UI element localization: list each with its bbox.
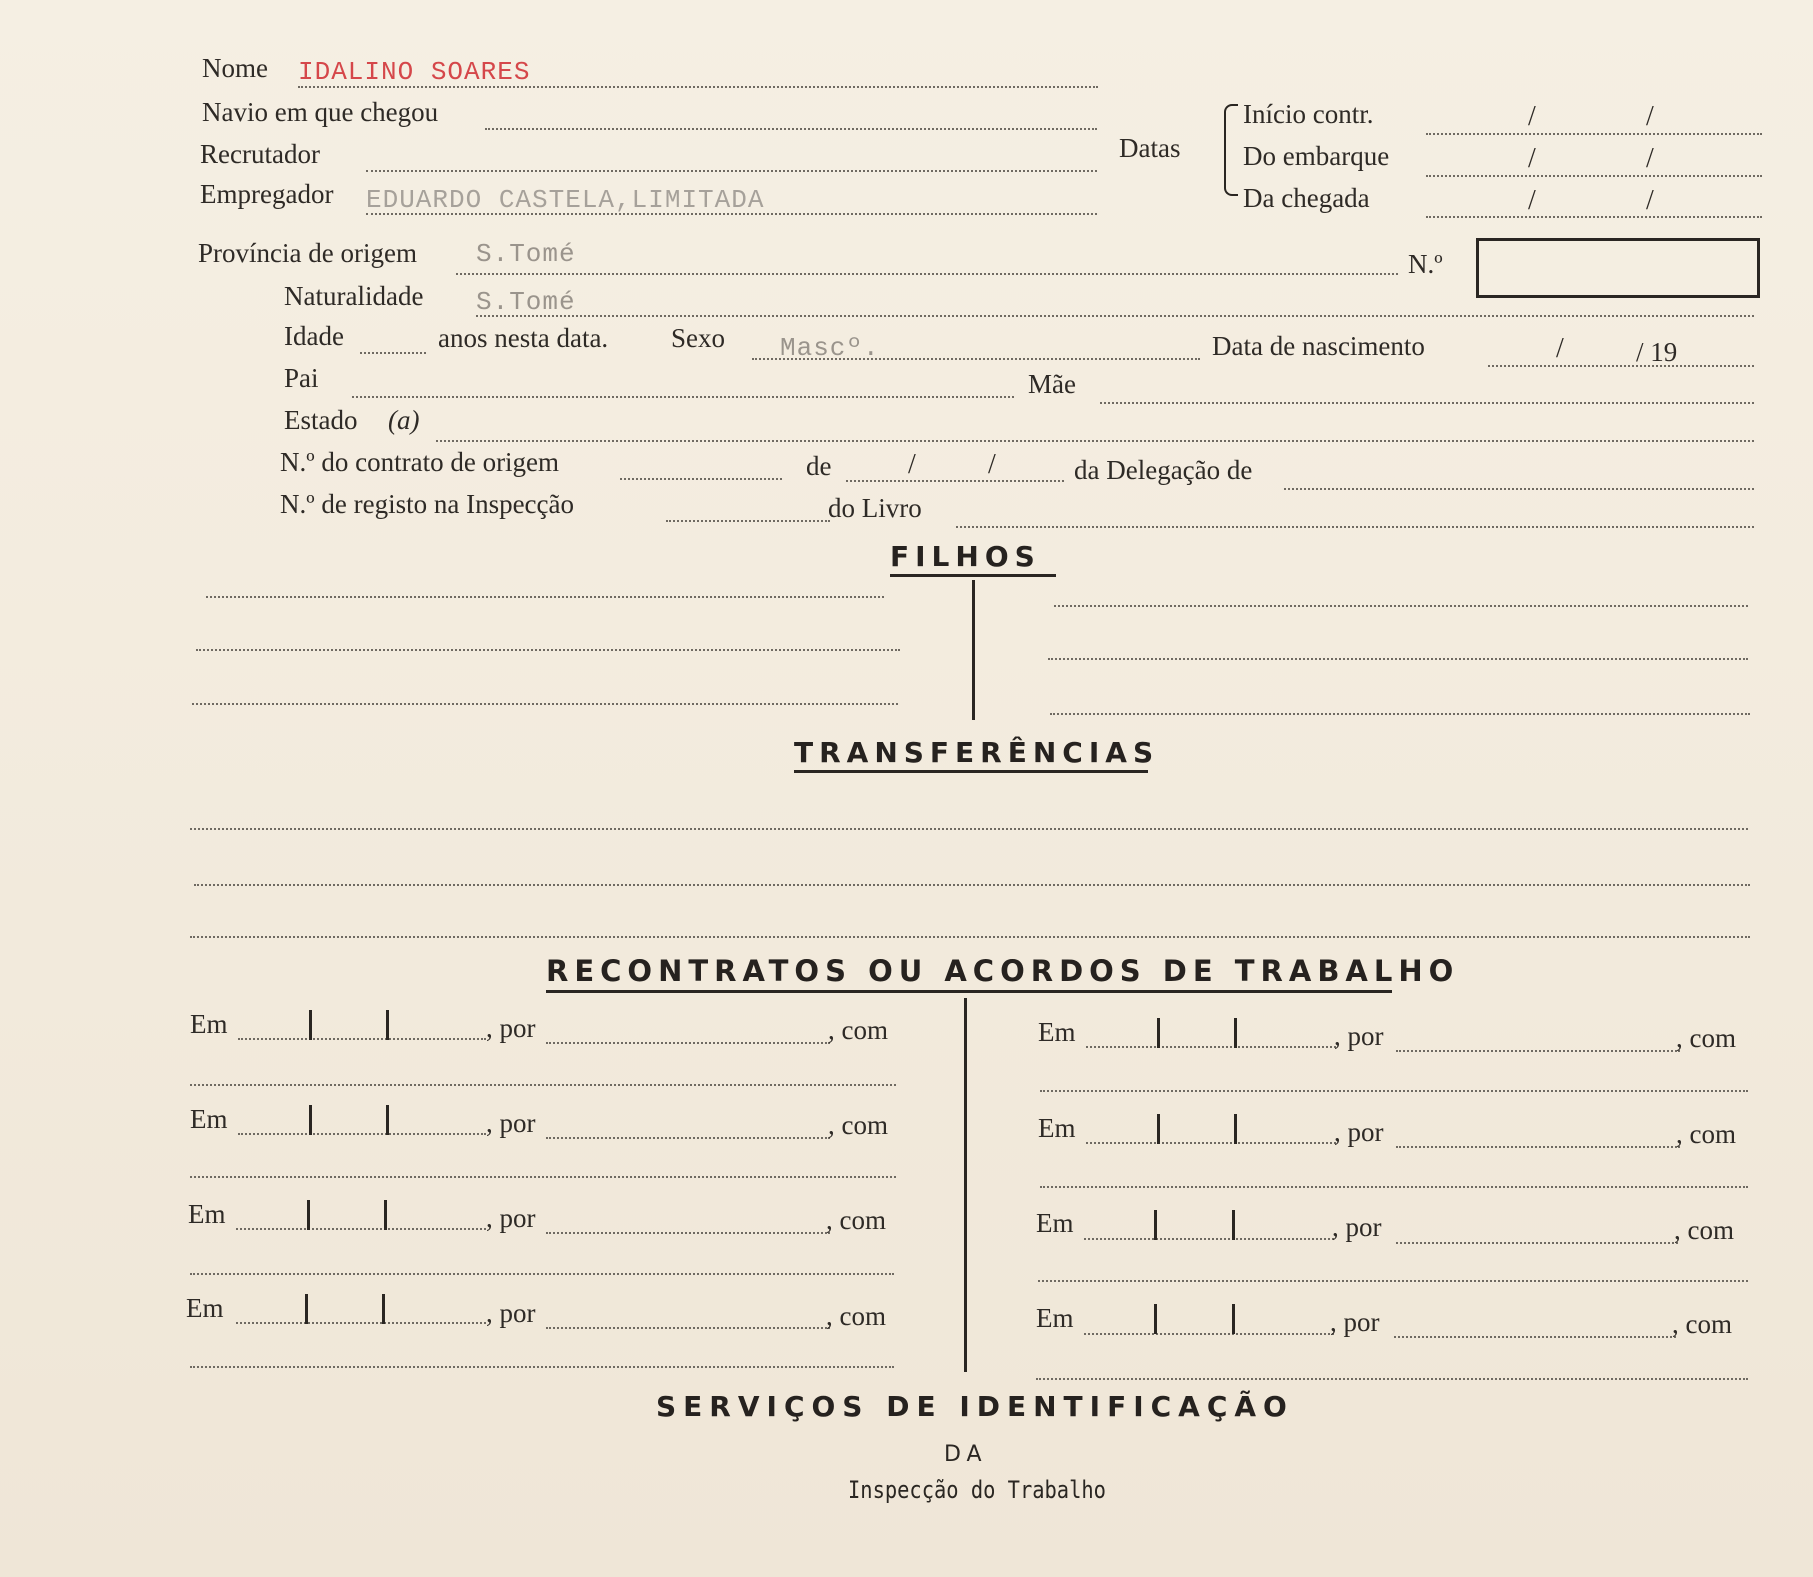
numero-box — [1476, 238, 1760, 298]
footer-da: DA — [944, 1442, 988, 1467]
idade-label: Idade — [284, 321, 344, 351]
date-separator — [307, 1200, 310, 1230]
estado-label: Estado — [284, 405, 358, 435]
com-line — [1040, 1186, 1748, 1188]
por-label: , por — [1334, 1117, 1384, 1147]
com-line — [1040, 1090, 1748, 1092]
transferencias-line-1 — [190, 828, 1748, 830]
date-separator — [1154, 1210, 1157, 1240]
com-label: , com — [826, 1301, 886, 1331]
mae-line — [1100, 402, 1754, 404]
footer-title: SERVIÇOS DE IDENTIFICAÇÃO — [656, 1390, 1294, 1423]
date-separator — [1232, 1304, 1235, 1334]
navio-label: Navio em que chegou — [202, 97, 439, 127]
registo-line — [666, 520, 830, 522]
chegada-slash-2: / — [1646, 185, 1654, 216]
por-line — [546, 1327, 830, 1329]
em-label: Em — [190, 1104, 228, 1134]
com-line — [1038, 1280, 1748, 1282]
em-label: Em — [1036, 1208, 1074, 1238]
em-date-line — [1084, 1333, 1334, 1335]
por-label: , por — [486, 1203, 536, 1233]
nome-value: IDALINO SOARES — [298, 57, 531, 87]
date-separator — [1232, 1210, 1235, 1240]
transferencias-heading: TRANSFERÊNCIAS — [794, 736, 1160, 769]
recrutador-label: Recrutador — [200, 139, 320, 169]
em-label: Em — [1038, 1017, 1076, 1047]
com-label: , com — [1672, 1309, 1732, 1339]
contrato-label: N.º do contrato de origem — [280, 447, 560, 477]
filhos-line-right-3 — [1050, 713, 1750, 715]
por-line — [546, 1042, 830, 1044]
sexo-value: Mascº. — [780, 333, 880, 363]
em-label: Em — [190, 1009, 228, 1039]
chegada-label: Da chegada — [1243, 183, 1370, 213]
contrato-slash-2: / — [988, 449, 996, 480]
com-label: , com — [1676, 1023, 1736, 1053]
date-separator — [1234, 1018, 1237, 1048]
com-line — [190, 1176, 896, 1178]
em-label: Em — [1038, 1113, 1076, 1143]
datas-brace — [1224, 104, 1238, 196]
filhos-heading: FILHOS — [890, 540, 1041, 573]
livro-label: do Livro — [828, 493, 922, 523]
date-separator — [309, 1105, 312, 1135]
inicio-slash-2: / — [1646, 101, 1654, 132]
date-separator — [309, 1010, 312, 1040]
com-label: , com — [828, 1015, 888, 1045]
em-label: Em — [1036, 1303, 1074, 1333]
por-line — [1396, 1242, 1678, 1244]
em-date-line — [1086, 1142, 1336, 1144]
em-date-line — [236, 1228, 486, 1230]
por-label: , por — [1332, 1212, 1382, 1242]
com-label: , com — [1676, 1119, 1736, 1149]
em-date-line — [238, 1133, 486, 1135]
por-label: , por — [486, 1013, 536, 1043]
mae-label: Mãe — [1028, 369, 1076, 399]
date-separator — [1157, 1114, 1160, 1144]
em-date-line — [236, 1322, 486, 1324]
pai-label: Pai — [284, 363, 319, 393]
inicio-slash-1: / — [1528, 101, 1536, 132]
provincia-line — [456, 273, 1398, 275]
provincia-label: Província de origem — [198, 238, 417, 268]
recontratos-underline — [546, 990, 1392, 993]
em-date-line — [1086, 1046, 1336, 1048]
transferencias-line-3 — [190, 936, 1750, 938]
naturalidade-label: Naturalidade — [284, 281, 424, 311]
filhos-underline — [890, 574, 1056, 577]
nome-line — [298, 86, 1098, 88]
por-line — [1394, 1336, 1676, 1338]
por-label: , por — [486, 1108, 536, 1138]
idade-line — [360, 352, 426, 354]
filhos-line-right-1 — [1054, 605, 1748, 607]
date-separator — [1154, 1304, 1157, 1334]
nascimento-label: Data de nascimento — [1212, 331, 1425, 361]
estado-line — [436, 440, 1754, 442]
por-label: , por — [486, 1298, 536, 1328]
date-separator — [1157, 1018, 1160, 1048]
anos-label: anos nesta data. — [438, 323, 609, 353]
empregador-value: EDUARDO CASTELA,LIMITADA — [366, 185, 765, 215]
contrato-number-line — [620, 478, 782, 480]
filhos-line-left-2 — [196, 649, 900, 651]
naturalidade-line — [476, 315, 1754, 317]
date-separator — [386, 1010, 389, 1040]
contrato-slash-1: / — [908, 449, 916, 480]
embarque-slash-2: / — [1646, 143, 1654, 174]
por-line — [1396, 1050, 1680, 1052]
por-line — [546, 1232, 830, 1234]
datas-label: Datas — [1119, 133, 1181, 163]
filhos-line-left-1 — [206, 596, 884, 598]
delegacao-line — [1284, 488, 1754, 490]
filhos-divider — [972, 580, 975, 720]
nascimento-line — [1488, 365, 1754, 367]
chegada-slash-1: / — [1528, 185, 1536, 216]
em-date-line — [1084, 1238, 1334, 1240]
embarque-line — [1426, 175, 1762, 177]
inicio-label: Início contr. — [1243, 99, 1374, 129]
date-separator — [305, 1294, 308, 1324]
sexo-line — [752, 358, 1200, 360]
contrato-date-line — [846, 480, 1064, 482]
transferencias-underline — [794, 770, 1148, 773]
date-separator — [382, 1294, 385, 1324]
nascimento-year: / 19 — [1636, 337, 1678, 367]
embarque-label: Do embarque — [1243, 141, 1390, 171]
embarque-slash-1: / — [1528, 143, 1536, 174]
recontratos-divider — [964, 998, 967, 1372]
estado-note: (a) — [388, 405, 420, 435]
pai-line — [352, 396, 1014, 398]
livro-line — [956, 526, 1754, 528]
inicio-line — [1426, 133, 1762, 135]
com-line — [1036, 1378, 1748, 1380]
com-label: , com — [826, 1205, 886, 1235]
com-label: , com — [1674, 1215, 1734, 1245]
nascimento-slash: / — [1556, 333, 1564, 364]
por-line — [1396, 1146, 1680, 1148]
contrato-de-label: de — [806, 451, 832, 481]
recontratos-heading: RECONTRATOS OU ACORDOS DE TRABALHO — [546, 954, 1460, 988]
com-line — [190, 1366, 894, 1368]
chegada-line — [1426, 216, 1762, 218]
com-line — [190, 1084, 896, 1086]
filhos-line-left-3 — [192, 703, 898, 705]
numero-label: N.º — [1408, 249, 1443, 279]
filhos-line-right-2 — [1048, 658, 1748, 660]
delegacao-label: da Delegação de — [1074, 455, 1253, 485]
registo-label: N.º de registo na Inspecção — [280, 489, 575, 519]
provincia-value: S.Tomé — [476, 239, 576, 269]
com-label: , com — [828, 1110, 888, 1140]
sexo-label: Sexo — [671, 323, 725, 353]
em-date-line — [238, 1038, 486, 1040]
date-separator — [386, 1105, 389, 1135]
recrutador-line — [366, 170, 1097, 172]
navio-line — [485, 128, 1097, 130]
empregador-label: Empregador — [200, 179, 334, 209]
por-line — [546, 1137, 830, 1139]
nome-label: Nome — [202, 53, 268, 83]
transferencias-line-2 — [194, 884, 1750, 886]
em-label: Em — [188, 1199, 226, 1229]
por-label: , por — [1330, 1307, 1380, 1337]
com-line — [190, 1273, 894, 1275]
footer-subtitle: Inspecção do Trabalho — [848, 1476, 1106, 1504]
empregador-line — [366, 213, 1097, 215]
naturalidade-value: S.Tomé — [476, 287, 576, 317]
em-label: Em — [186, 1293, 224, 1323]
por-label: , por — [1334, 1021, 1384, 1051]
date-separator — [384, 1200, 387, 1230]
date-separator — [1234, 1114, 1237, 1144]
